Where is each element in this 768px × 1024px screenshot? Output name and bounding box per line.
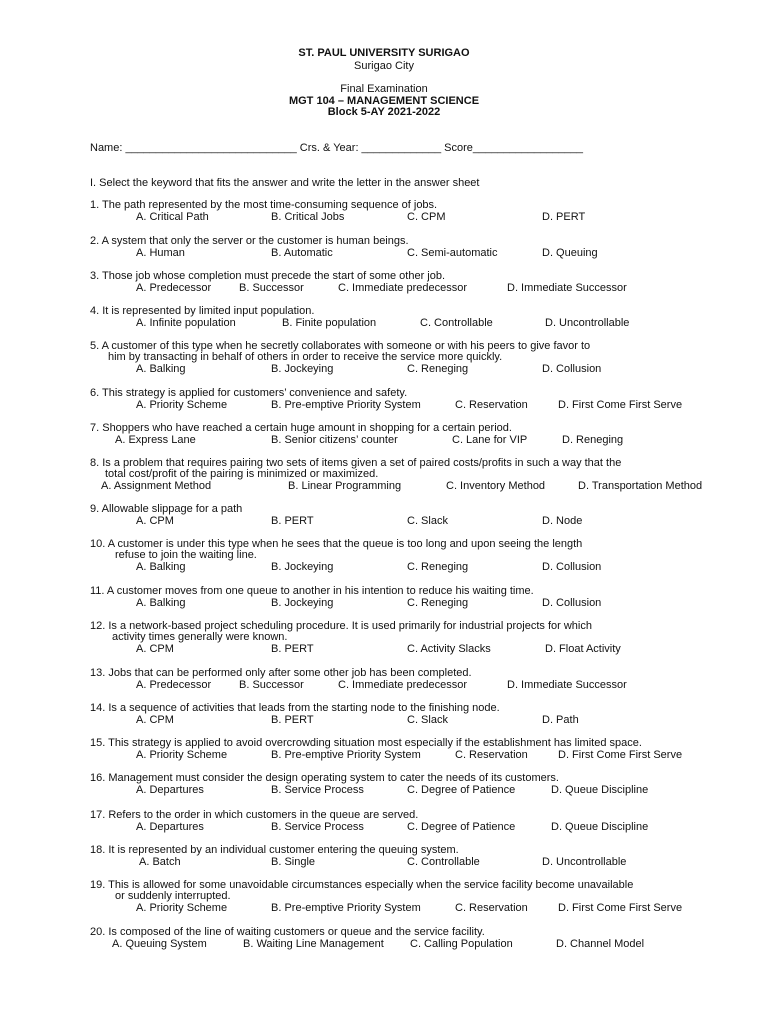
question-6-choice-d: D. First Come First Serve <box>558 399 683 411</box>
question-18-choice-b: B. Single <box>271 856 316 868</box>
course-title: MGT 104 – MANAGEMENT SCIENCE <box>288 95 480 107</box>
question-19-stem: 19. This is allowed for some unavoidable circumstances especially when the service facility become unavailable <box>90 879 634 891</box>
question-15-stem: 15. This strategy is applied to avoid overcrowding situation most especially if the establishment has limited space. <box>90 737 642 749</box>
question-8-choice-c: C. Inventory Method <box>446 480 546 492</box>
question-17-choice-c: C. Degree of Patience <box>407 821 516 833</box>
question-12-stem-continued: activity times generally were known. <box>112 631 288 643</box>
question-10-stem-continued: refuse to join the waiting line. <box>115 549 257 561</box>
question-10-choice-b: B. Jockeying <box>271 561 334 573</box>
question-7-choice-d: D. Reneging <box>562 434 624 446</box>
question-6-stem: 6. This strategy is applied for customers’ convenience and safety. <box>90 387 408 399</box>
question-2-choice-a: A. Human <box>136 247 185 259</box>
question-14-stem: 14. Is a sequence of activities that leads from the starting node to the finishing node. <box>90 702 500 714</box>
question-3-choice-b: B. Successor <box>239 282 304 294</box>
question-10-choice-d: D. Collusion <box>542 561 602 573</box>
question-16-choice-a: A. Departures <box>136 784 204 796</box>
question-7-choice-a: A. Express Lane <box>115 434 196 446</box>
question-8-choice-b: B. Linear Programming <box>288 480 402 492</box>
question-14-choice-c: C. Slack <box>407 714 448 726</box>
question-10-choice-c: C. Reneging <box>407 561 469 573</box>
question-15-choice-d: D. First Come First Serve <box>558 749 683 761</box>
question-1-choice-c: C. CPM <box>407 211 446 223</box>
question-13-choice-a: A. Predecessor <box>136 679 212 691</box>
question-14-choice-b: B. PERT <box>271 714 314 726</box>
question-20-choice-c: C. Calling Population <box>410 938 513 950</box>
question-19-choice-a: A. Priority Scheme <box>136 902 228 914</box>
question-5-stem: 5. A customer of this type when he secretly collaborates with someone or with his peers to give favor to <box>90 340 591 352</box>
question-1-stem: 1. The path represented by the most time-consuming sequence of jobs. <box>90 199 438 211</box>
question-4-choice-b: B. Finite population <box>282 317 377 329</box>
question-1-choice-a: A. Critical Path <box>136 211 209 223</box>
question-17-choice-a: A. Departures <box>136 821 204 833</box>
question-4-choice-c: C. Controllable <box>420 317 493 329</box>
question-15-choice-c: C. Reservation <box>455 749 528 761</box>
question-16-choice-b: B. Service Process <box>271 784 364 796</box>
question-6-choice-c: C. Reservation <box>455 399 528 411</box>
question-10-choice-a: A. Balking <box>136 561 186 573</box>
school-name: ST. PAUL UNIVERSITY SURIGAO <box>298 47 470 59</box>
question-7-choice-b: B. Senior citizens’ counter <box>271 434 398 446</box>
question-11-stem: 11. A customer moves from one queue to another in his intention to reduce his waiting time. <box>90 585 534 597</box>
question-20-choice-a: A. Queuing System <box>112 938 207 950</box>
question-8-stem-continued: total cost/profit of the pairing is minimized or maximized. <box>105 468 379 480</box>
question-8-stem: 8. Is a problem that requires pairing two sets of items given a set of paired costs/profits in such a way that the <box>90 457 622 469</box>
question-12-choice-d: D. Float Activity <box>545 643 621 655</box>
question-9-choice-d: D. Node <box>542 515 583 527</box>
question-6-choice-a: A. Priority Scheme <box>136 399 228 411</box>
question-15-choice-b: B. Pre-emptive Priority System <box>271 749 421 761</box>
student-info-line: Name: ____________________________ Crs. & Year: _____________ Score__________________ <box>90 142 583 154</box>
question-11-choice-d: D. Collusion <box>542 597 602 609</box>
question-13-choice-c: C. Immediate predecessor <box>338 679 467 691</box>
question-2-choice-b: B. Automatic <box>271 247 333 259</box>
question-5-stem-continued: him by transacting in behalf of others in order to receive the service more quickly. <box>108 351 503 363</box>
question-13-stem: 13. Jobs that can be performed only after some other job has been completed. <box>90 667 472 679</box>
question-13-choice-b: B. Successor <box>239 679 304 691</box>
question-9-stem: 9. Allowable slippage for a path <box>90 503 243 515</box>
question-16-stem: 16. Management must consider the design operating system to cater the needs of its customers. <box>90 772 559 784</box>
question-4-stem: 4. It is represented by limited input population. <box>90 305 315 317</box>
question-7-stem: 7. Shoppers who have reached a certain huge amount in shopping for a certain period. <box>90 422 512 434</box>
question-6-choice-b: B. Pre-emptive Priority System <box>271 399 421 411</box>
question-9-choice-a: A. CPM <box>136 515 174 527</box>
question-12-choice-b: B. PERT <box>271 643 314 655</box>
question-14-choice-d: D. Path <box>542 714 579 726</box>
question-13-choice-d: D. Immediate Successor <box>507 679 627 691</box>
question-17-stem: 17. Refers to the order in which customers in the queue are served. <box>90 809 419 821</box>
question-12-choice-a: A. CPM <box>136 643 174 655</box>
question-12-choice-c: C. Activity Slacks <box>407 643 491 655</box>
question-11-choice-c: C. Reneging <box>407 597 469 609</box>
question-2-choice-d: D. Queuing <box>542 247 598 259</box>
question-11-choice-b: B. Jockeying <box>271 597 334 609</box>
instructions: I. Select the keyword that fits the answer and write the letter in the answer sheet <box>90 177 480 189</box>
question-2-choice-c: C. Semi-automatic <box>407 247 498 259</box>
question-19-stem-continued: or suddenly interrupted. <box>115 890 231 902</box>
question-19-choice-d: D. First Come First Serve <box>558 902 683 914</box>
question-3-choice-c: C. Immediate predecessor <box>338 282 467 294</box>
question-17-choice-b: B. Service Process <box>271 821 364 833</box>
question-18-choice-a: A. Batch <box>139 856 181 868</box>
question-20-choice-b: B. Waiting Line Management <box>243 938 384 950</box>
question-19-choice-c: C. Reservation <box>455 902 528 914</box>
question-17-choice-d: D. Queue Discipline <box>551 821 649 833</box>
school-city: Surigao City <box>354 60 414 72</box>
question-9-choice-c: C. Slack <box>407 515 448 527</box>
question-3-choice-d: D. Immediate Successor <box>507 282 627 294</box>
question-3-choice-a: A. Predecessor <box>136 282 212 294</box>
question-20-choice-d: D. Channel Model <box>556 938 645 950</box>
question-19-choice-b: B. Pre-emptive Priority System <box>271 902 421 914</box>
question-5-choice-a: A. Balking <box>136 363 186 375</box>
question-3-stem: 3. Those job whose completion must precede the start of some other job. <box>90 270 446 282</box>
question-5-choice-c: C. Reneging <box>407 363 469 375</box>
question-18-choice-c: C. Controllable <box>407 856 480 868</box>
question-20-stem: 20. Is composed of the line of waiting customers or queue and the service facility. <box>90 926 485 938</box>
exam-title: Final Examination <box>340 83 428 95</box>
question-5-choice-d: D. Collusion <box>542 363 602 375</box>
question-4-choice-d: D. Uncontrollable <box>545 317 630 329</box>
question-1-choice-b: B. Critical Jobs <box>271 211 345 223</box>
question-15-choice-a: A. Priority Scheme <box>136 749 228 761</box>
question-5-choice-b: B. Jockeying <box>271 363 334 375</box>
question-14-choice-a: A. CPM <box>136 714 174 726</box>
question-12-stem: 12. Is a network-based project scheduling procedure. It is used primarily for industrial projects for which <box>90 620 592 632</box>
question-7-choice-c: C. Lane for VIP <box>452 434 528 446</box>
question-16-choice-d: D. Queue Discipline <box>551 784 649 796</box>
question-11-choice-a: A. Balking <box>136 597 186 609</box>
question-10-stem: 10. A customer is under this type when he sees that the queue is too long and upon seeing the length <box>90 538 583 550</box>
block-label: Block 5-AY 2021-2022 <box>327 106 441 118</box>
question-18-stem: 18. It is represented by an individual customer entering the queuing system. <box>90 844 459 856</box>
question-8-choice-d: D. Transportation Method <box>578 480 703 492</box>
question-9-choice-b: B. PERT <box>271 515 314 527</box>
question-8-choice-a: A. Assignment Method <box>101 480 212 492</box>
question-2-stem: 2. A system that only the server or the customer is human beings. <box>90 235 409 247</box>
question-18-choice-d: D. Uncontrollable <box>542 856 627 868</box>
question-16-choice-c: C. Degree of Patience <box>407 784 516 796</box>
question-4-choice-a: A. Infinite population <box>136 317 236 329</box>
question-1-choice-d: D. PERT <box>542 211 586 223</box>
